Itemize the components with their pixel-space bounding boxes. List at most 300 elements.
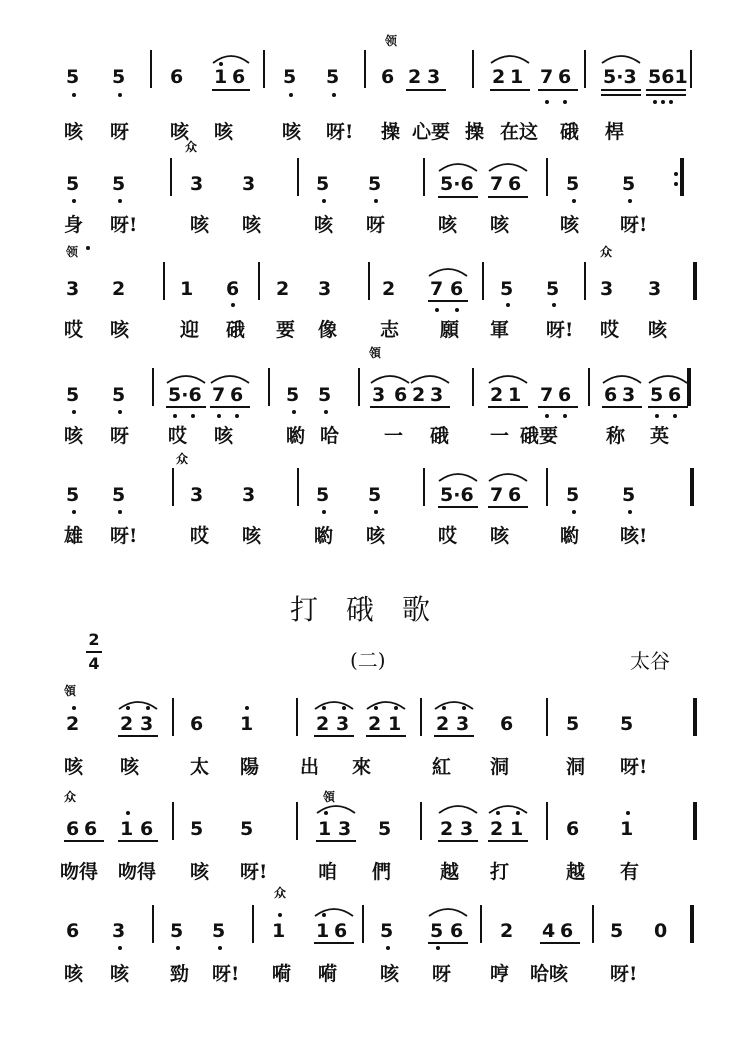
slur-mark: [314, 698, 354, 710]
octave-dot: [72, 199, 76, 203]
lyric: 咳: [242, 525, 262, 547]
lyric: 咳: [170, 121, 190, 143]
note: 5: [610, 920, 624, 942]
beam-line: [488, 196, 528, 198]
octave-dot: [72, 410, 76, 414]
bar-line: [546, 802, 548, 840]
beam-line: [428, 300, 468, 302]
lyric: 呀!: [240, 861, 268, 883]
octave-dot: [72, 706, 76, 710]
lyric: 哎: [600, 319, 620, 341]
note: 6: [558, 384, 572, 406]
beam-line: [488, 840, 528, 842]
note: 2: [492, 66, 506, 88]
note: 5: [283, 66, 297, 88]
note: 6: [566, 818, 580, 840]
lyric: 英: [650, 425, 670, 447]
lyric: 呀!: [620, 756, 648, 778]
note: 3: [456, 713, 470, 735]
note: 5: [368, 484, 382, 506]
lyric: 陽: [240, 756, 260, 778]
lyric: 咳: [120, 756, 140, 778]
note: 2: [112, 278, 126, 300]
lyric: 願: [440, 319, 460, 341]
lyric: 咳: [110, 963, 130, 985]
lyric: 一: [490, 425, 510, 447]
lyric: 呀!: [620, 214, 648, 236]
beam-line: [438, 506, 478, 508]
note: 6: [450, 920, 464, 942]
lyric: 咳: [282, 121, 302, 143]
note: 3: [600, 278, 614, 300]
lyric: 咳: [242, 214, 262, 236]
note: 5·3: [603, 66, 637, 88]
octave-dot: [118, 946, 122, 950]
slur-mark: [210, 372, 250, 384]
note: 2: [408, 66, 422, 88]
slur-mark: [488, 372, 528, 384]
time-sig-bottom: 4: [88, 654, 100, 673]
bar-line: [297, 468, 299, 506]
octave-dot: [218, 946, 222, 950]
octave-dot: [552, 303, 556, 307]
lyric: 呀: [366, 214, 386, 236]
bar-line: [297, 158, 299, 196]
note: 2: [436, 713, 450, 735]
octave-dot: [435, 308, 439, 312]
lyric: 咳: [64, 963, 84, 985]
song-region: 太谷: [630, 649, 670, 673]
note: 5: [650, 384, 664, 406]
note: 5: [500, 278, 514, 300]
bar-line: [268, 368, 270, 406]
octave-dot: [217, 414, 221, 418]
note: 6: [66, 818, 80, 840]
lyric: 吻得: [118, 861, 157, 883]
note: 3: [427, 66, 441, 88]
beam-line: [488, 506, 528, 508]
beam-line: [601, 94, 641, 96]
lyric: 們: [372, 861, 392, 883]
bar-line: [152, 905, 154, 943]
note: 561: [648, 66, 688, 88]
beam-line: [540, 942, 580, 944]
bar-line: [592, 905, 594, 943]
lyric: 咳: [314, 214, 334, 236]
note: 6: [66, 920, 80, 942]
note: 3: [430, 384, 444, 406]
note: 3: [648, 278, 662, 300]
beam-line: [488, 406, 528, 408]
lyric: 呀!: [110, 525, 138, 547]
bar-line: [423, 158, 425, 196]
octave-dot: [289, 93, 293, 97]
lyric: 称: [606, 425, 626, 447]
lyric: 哎: [190, 525, 210, 547]
bar-line: [546, 468, 548, 506]
note: 1: [240, 713, 254, 735]
octave-dot: [572, 199, 576, 203]
note: 6: [334, 920, 348, 942]
bar-line: [420, 698, 422, 736]
bar-line: [296, 698, 298, 736]
lyric: 心要: [412, 121, 451, 143]
bar-line: [690, 50, 692, 88]
octave-dot: [118, 510, 122, 514]
note: 3: [336, 713, 350, 735]
note: 5: [112, 66, 126, 88]
note: 5: [566, 173, 580, 195]
note: 3: [372, 384, 386, 406]
octave-dot: [669, 100, 673, 104]
note: 2: [412, 384, 426, 406]
note: 1: [180, 278, 194, 300]
slur-mark: [648, 372, 688, 384]
lyric: 咳: [438, 214, 458, 236]
note: 2: [440, 818, 454, 840]
lyric: 桿: [605, 121, 625, 143]
lyric: 呀: [432, 963, 452, 985]
lyric: 操: [465, 121, 485, 143]
lyric: 志: [380, 319, 400, 341]
note: 3: [112, 920, 126, 942]
lyric: 咳: [64, 121, 84, 143]
octave-dot: [374, 510, 378, 514]
beam-line: [86, 651, 102, 653]
beam-line: [316, 840, 356, 842]
slur-mark: [438, 160, 478, 172]
lyric: 呀: [110, 425, 130, 447]
note: 1: [272, 920, 286, 942]
note: 3: [242, 484, 256, 506]
lyric: 吻得: [60, 861, 99, 883]
part-marker: 領: [369, 346, 382, 360]
beam-line: [406, 89, 446, 91]
slur-mark: [428, 265, 468, 277]
note: 5: [430, 920, 444, 942]
note: 6: [232, 66, 246, 88]
part-marker: 众: [185, 140, 198, 154]
beam-line: [602, 406, 642, 408]
octave-dot: [245, 706, 249, 710]
note: 5: [212, 920, 226, 942]
bar-line: [252, 905, 254, 943]
slur-mark: [488, 470, 528, 482]
lyric: 硪: [430, 425, 450, 447]
octave-dot: [374, 199, 378, 203]
slur-mark: [488, 160, 528, 172]
note: 1: [508, 384, 522, 406]
part-marker: 领: [66, 245, 79, 259]
bar-line: [172, 468, 174, 506]
lyric: 雄: [64, 525, 84, 547]
note: 5: [318, 384, 332, 406]
note: 5: [66, 384, 80, 406]
bar-line: [170, 158, 172, 196]
beam-line: [438, 840, 478, 842]
lyric: 喲: [560, 525, 580, 547]
beam-line: [646, 94, 686, 96]
lyric: 哈: [320, 425, 340, 447]
bar-line: [546, 698, 548, 736]
bar-line: [690, 905, 694, 943]
lyric: 有: [620, 861, 640, 883]
note: 3: [190, 173, 204, 195]
octave-dot: [455, 308, 459, 312]
part-marker: 領: [323, 790, 336, 804]
note: 5·6: [168, 384, 202, 406]
note: 5: [380, 920, 394, 942]
octave-dot: [545, 414, 549, 418]
lyric: 在这: [500, 121, 539, 143]
note: 1: [510, 66, 524, 88]
note: 5: [66, 66, 80, 88]
bar-line: [152, 368, 154, 406]
note: 3: [242, 173, 256, 195]
note: 2: [276, 278, 290, 300]
slur-mark: [314, 905, 354, 917]
note: 1: [316, 920, 330, 942]
part-marker: 众: [64, 790, 77, 804]
bar-line: [690, 468, 694, 506]
lyric: 紅: [432, 756, 452, 778]
lyric: 哎: [64, 319, 84, 341]
octave-dot: [436, 946, 440, 950]
note: 5·6: [440, 484, 474, 506]
octave-dot: [322, 510, 326, 514]
note: 5: [622, 173, 636, 195]
lyric: 呀!: [546, 319, 574, 341]
slur-mark: [601, 52, 641, 64]
bar-line: [368, 262, 370, 300]
octave-dot: [322, 199, 326, 203]
note: 1: [214, 66, 228, 88]
lyric: 哈咳: [530, 963, 569, 985]
bar-line: [693, 698, 697, 736]
lyric: 操: [381, 121, 401, 143]
beam-line: [118, 840, 158, 842]
note: 6: [84, 818, 98, 840]
bar-line: [423, 468, 425, 506]
lyric: 哼: [490, 963, 510, 985]
beam-line: [538, 406, 578, 408]
lyric: 越: [440, 861, 460, 883]
lyric: 咳: [190, 861, 210, 883]
note: 5: [286, 384, 300, 406]
lyric: 要: [276, 319, 296, 341]
bar-line: [546, 158, 548, 196]
note: 1: [388, 713, 402, 735]
slur-mark: [370, 372, 410, 384]
slur-mark: [438, 470, 478, 482]
note: 6: [450, 278, 464, 300]
lyric: 咳: [214, 121, 234, 143]
note: 1: [120, 818, 134, 840]
octave-dot: [628, 510, 632, 514]
note: 6: [381, 66, 395, 88]
note: 1: [620, 818, 634, 840]
octave-dot: [545, 100, 549, 104]
octave-dot: [118, 410, 122, 414]
octave-dot: [506, 303, 510, 307]
part-marker: 众: [176, 452, 189, 466]
lyric: 一: [384, 425, 404, 447]
beam-line: [118, 735, 158, 737]
note: 4: [542, 920, 556, 942]
beam-line: [210, 406, 250, 408]
lyric: 咳: [648, 319, 668, 341]
bar-line: [358, 368, 360, 406]
lyric: 呀: [110, 121, 130, 143]
beam-line: [314, 735, 354, 737]
bar-line: [420, 802, 422, 840]
lyric: 出: [300, 756, 320, 778]
octave-dot: [278, 913, 282, 917]
note: 5: [170, 920, 184, 942]
note: 2: [66, 713, 80, 735]
bar-line: [172, 698, 174, 736]
slur-mark: [490, 52, 530, 64]
lyric: 打: [490, 861, 510, 883]
note: 2: [120, 713, 134, 735]
note: 6: [508, 173, 522, 195]
note: 6: [500, 713, 514, 735]
octave-dot: [72, 93, 76, 97]
octave-dot: [292, 410, 296, 414]
octave-dot: [563, 100, 567, 104]
note: 3: [140, 713, 154, 735]
octave-dot: [235, 414, 239, 418]
octave-dot: [126, 811, 130, 815]
note: 5: [622, 484, 636, 506]
beam-line: [434, 735, 474, 737]
lyric: 呀!: [610, 963, 638, 985]
lyric: 哎: [168, 425, 188, 447]
lyric: 咳: [490, 214, 510, 236]
octave-dot: [118, 93, 122, 97]
song-subtitle: (二): [350, 648, 386, 672]
note: 6: [190, 713, 204, 735]
note: 6: [226, 278, 240, 300]
bar-line: [258, 262, 260, 300]
note: 2: [490, 384, 504, 406]
note: 5: [112, 484, 126, 506]
bar-line: [472, 50, 474, 88]
note: 5: [378, 818, 392, 840]
octave-dot: [661, 100, 665, 104]
beam-line: [438, 196, 478, 198]
bar-line: [693, 802, 697, 840]
note: 6: [604, 384, 618, 406]
note: 6: [394, 384, 408, 406]
lyric: 咳: [190, 214, 210, 236]
note: 5: [326, 66, 340, 88]
note: 6: [508, 484, 522, 506]
beam-line: [490, 89, 530, 91]
note: 1: [510, 818, 524, 840]
lyric: 洞: [490, 756, 510, 778]
note: 2: [500, 920, 514, 942]
lyric: 硪: [560, 121, 580, 143]
song-title: 打硪歌: [290, 593, 459, 626]
lyric: 呀!: [212, 963, 240, 985]
beam-line: [212, 89, 250, 91]
note: 3: [622, 384, 636, 406]
slur-mark: [118, 698, 158, 710]
beam-line: [166, 406, 206, 408]
note: 3: [460, 818, 474, 840]
lyric: 呀!: [326, 121, 354, 143]
beam-line: [314, 942, 354, 944]
part-marker: 众: [600, 245, 613, 259]
slur-mark: [602, 372, 642, 384]
note: 1: [318, 818, 332, 840]
lyric: 硪: [226, 319, 246, 341]
lyric: 洞: [566, 756, 586, 778]
lyric: 太: [190, 756, 210, 778]
octave-dot: [673, 414, 677, 418]
beam-line: [366, 735, 406, 737]
note: 5: [368, 173, 382, 195]
note: 5·6: [440, 173, 474, 195]
octave-dot: [628, 199, 632, 203]
lyric: 咱: [318, 861, 338, 883]
note: 6: [230, 384, 244, 406]
octave-dot: [572, 510, 576, 514]
bar-line: [480, 905, 482, 943]
slur-mark: [316, 802, 356, 814]
note: 5: [66, 173, 80, 195]
note: 7: [490, 484, 504, 506]
note: 3: [190, 484, 204, 506]
beam-line: [64, 840, 104, 842]
lyric: 嗬: [318, 963, 338, 985]
lyric: 越: [566, 861, 586, 883]
bar-line: [296, 802, 298, 840]
slur-mark: [410, 372, 450, 384]
part-marker: 領: [64, 684, 77, 698]
lyric: 咳: [490, 525, 510, 547]
lyric: 像: [318, 319, 338, 341]
octave-dot: [72, 510, 76, 514]
lyric: 迎: [180, 319, 200, 341]
slur-mark: [438, 802, 478, 814]
note: 5: [546, 278, 560, 300]
note: 6: [170, 66, 184, 88]
note: 7: [212, 384, 226, 406]
octave-dot: [674, 182, 678, 186]
bar-line: [364, 50, 366, 88]
note: 7: [430, 278, 444, 300]
note: 3: [338, 818, 352, 840]
bar-line: [263, 50, 265, 88]
bar-line: [472, 368, 474, 406]
bar-line: [150, 50, 152, 88]
slur-mark: [366, 698, 406, 710]
octave-dot: [655, 414, 659, 418]
octave-dot: [231, 303, 235, 307]
octave-dot: [324, 410, 328, 414]
octave-dot: [176, 946, 180, 950]
bar-line: [482, 262, 484, 300]
lyric: 咳: [560, 214, 580, 236]
lyric: 來: [352, 756, 372, 778]
note: 5: [66, 484, 80, 506]
slur-mark: [166, 372, 206, 384]
note: 2: [316, 713, 330, 735]
bar-line: [584, 262, 586, 300]
bar-line: [172, 802, 174, 840]
